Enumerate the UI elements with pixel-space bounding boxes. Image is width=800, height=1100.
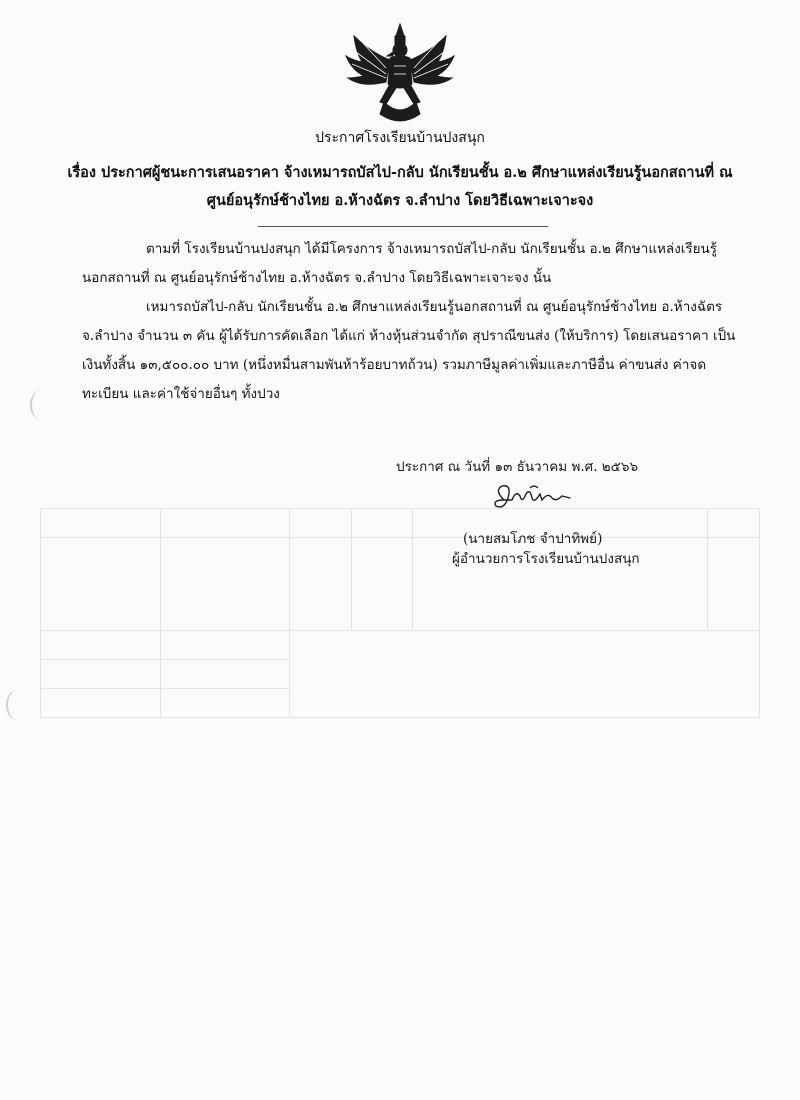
- signer-title: ผู้อำนวยการโรงเรียนบ้านปงสนุก: [452, 551, 640, 567]
- subject-line-2: ศูนย์อนุรักษ์ช้างไทย อ.ห้างฉัตร จ.ลำปาง โดยวิธีเฉพาะเจาะจง: [206, 192, 594, 209]
- body-line-5: เงินทั้งสิ้น ๑๓,๕๐๐.๐๐ บาท (หนึ่งหมื่นสามพันห้าร้อยบาทถ้วน) รวมภาษีมูลค่าเพิ่มและภาษีอื่น ค่าขนส่ง ค่าจด: [82, 357, 707, 373]
- body-line-1: ตามที่ โรงเรียนบ้านปงสนุก ได้มีโครงการ จ้างเหมารถบัสไป-กลับ นักเรียนชั้น อ.๒ ศึกษาแหล่งเรียนรู้: [146, 241, 718, 257]
- punch-hole-mark: [6, 690, 28, 720]
- handwritten-signature: [490, 482, 586, 516]
- garuda-emblem-icon: [340, 22, 460, 130]
- subject-line-1: เรื่อง ประกาศผู้ชนะการเสนอราคา จ้างเหมารถบัสไป-กลับ นักเรียนชั้น อ.๒ ศึกษาแหล่งเรียนรู้นอกสถานที่ ณ: [67, 164, 733, 181]
- ghost-table: [40, 508, 760, 718]
- punch-hole-mark: [30, 390, 52, 420]
- body-line-2: นอกสถานที่ ณ ศูนย์อนุรักษ์ช้างไทย อ.ห้างฉัตร จ.ลำปาง โดยวิธีเฉพาะเจาะจง นั้น: [82, 270, 552, 286]
- body-line-3: เหมารถบัสไป-กลับ นักเรียนชั้น อ.๒ ศึกษาแหล่งเรียนรู้นอกสถานที่ ณ ศูนย์อนุรักษ์ช้างไทย อ.ห้างฉัตร: [146, 299, 723, 315]
- document-header: ประกาศโรงเรียนบ้านปงสนุก: [315, 130, 485, 146]
- divider-line: [258, 226, 548, 227]
- announcement-date: ประกาศ ณ วันที่ ๑๓ ธันวาคม พ.ศ. ๒๕๖๖: [396, 459, 639, 475]
- body-line-6: ทะเบียน และค่าใช้จ่ายอื่นๆ ทั้งปวง: [82, 386, 280, 402]
- body-line-4: จ.ลำปาง จำนวน ๓ คัน ผู้ได้รับการคัดเลือก ได้แก่ ห้างหุ้นส่วนจำกัด สุปราณีขนส่ง (ให้บริการ) โดยเสนอราคา เป็น: [82, 328, 736, 344]
- signer-name: (นายสมโภช จำปาทิพย์): [463, 531, 603, 547]
